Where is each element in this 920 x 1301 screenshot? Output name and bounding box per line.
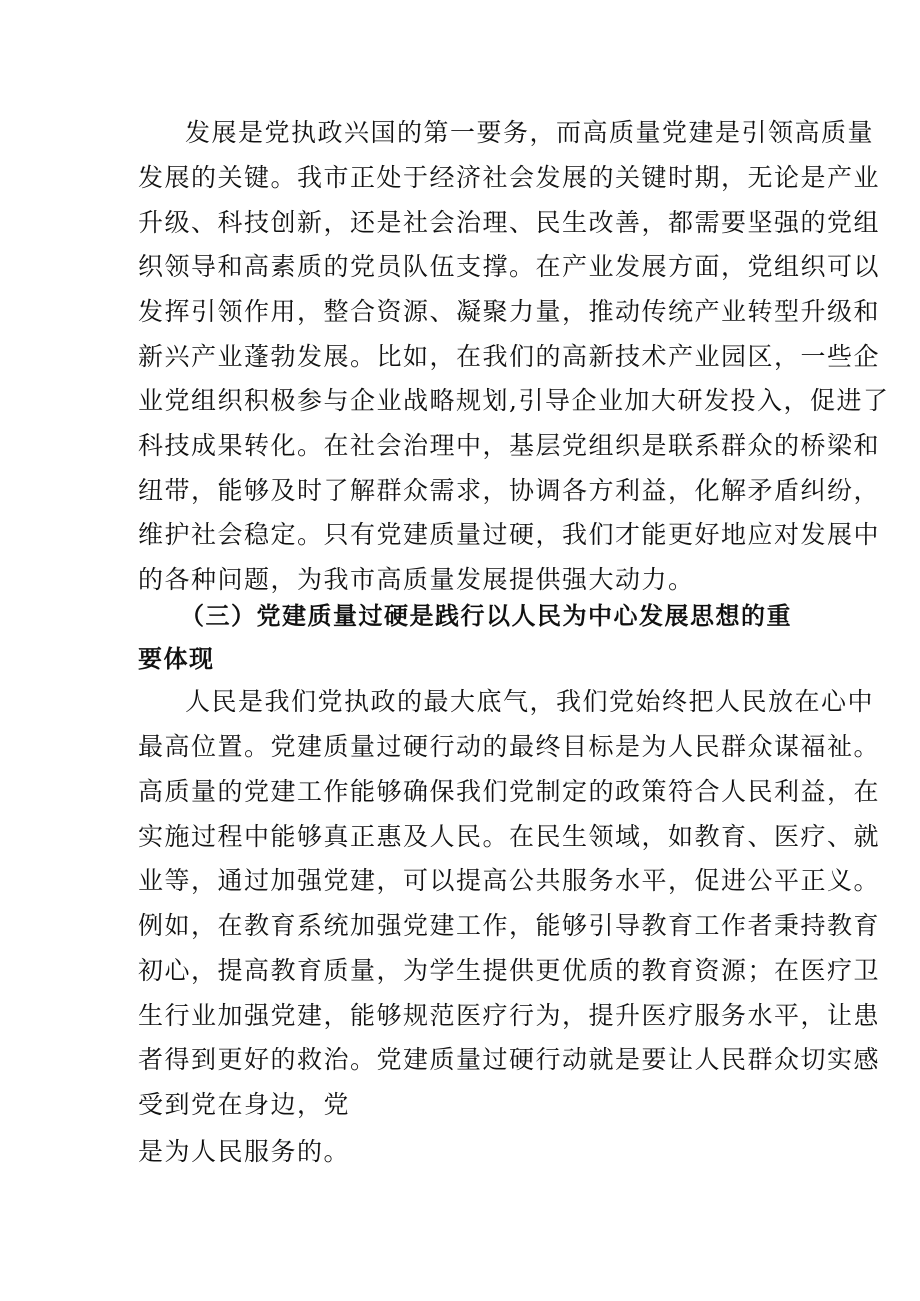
paragraph-line: 织领导和高素质的党员队伍支撑。在产业发展方面，党组织可以 [138,252,881,281]
paragraph-line: 的各种问题，为我市高质量发展提供强大动力。 [138,565,695,594]
paragraph-line: 高质量的党建工作能够确保我们党制定的政策符合人民利益，在 [138,777,881,806]
paragraph-line: 初心，提高教育质量，为学生提供更优质的教育资源；在医疗卫 [138,956,881,985]
paragraph-line: 最高位置。党建质量过硬行动的最终目标是为人民群众谋福祉。 [138,732,881,761]
heading-line: 要体现 [138,645,215,673]
paragraph-line: 例如，在教育系统加强党建工作，能够引导教育工作者秉持教育 [138,911,881,940]
paragraph-line: 是为人民服务的。 [138,1137,351,1166]
paragraph-line: 受到党在身边，党 [138,1090,351,1119]
heading-line: （三）党建质量过硬是践行以人民为中心发展思想的重 [180,602,792,630]
paragraph-line: 纽带，能够及时了解群众需求，协调各方利益，化解矛盾纠纷， [138,476,881,505]
paragraph-line: 升级、科技创新，还是社会治理、民生改善，都需要坚强的党组 [138,208,881,237]
paragraph-line: 业党组织积极参与企业战略规划,引导企业加大研发投入，促进了 [138,386,890,415]
paragraph-line: 人民是我们党执政的最大底气，我们党始终把人民放在心中 [185,687,875,716]
paragraph-line: 新兴产业蓬勃发展。比如，在我们的高新技术产业园区，一些企 [138,342,881,371]
paragraph-line: 者得到更好的救治。党建质量过硬行动就是要让人民群众切实感 [138,1045,881,1074]
paragraph-line: 发展是党执政兴国的第一要务，而高质量党建是引领高质量 [185,118,875,147]
paragraph-line: 发挥引领作用，整合资源、凝聚力量，推动传统产业转型升级和 [138,297,881,326]
paragraph-line: 生行业加强党建，能够规范医疗行为，提升医疗服务水平，让患 [138,1001,881,1030]
paragraph-line: 科技成果转化。在社会治理中，基层党组织是联系群众的桥梁和 [138,431,881,460]
paragraph-line: 发展的关键。我市正处于经济社会发展的关键时期，无论是产业 [138,163,881,192]
paragraph-line: 实施过程中能够真正惠及人民。在民生领域，如教育、医疗、就 [138,822,881,851]
paragraph-line: 业等，通过加强党建，可以提高公共服务水平，促进公平正义。 [138,866,881,895]
paragraph-line: 维护社会稳定。只有党建质量过硬，我们才能更好地应对发展中 [138,520,881,549]
